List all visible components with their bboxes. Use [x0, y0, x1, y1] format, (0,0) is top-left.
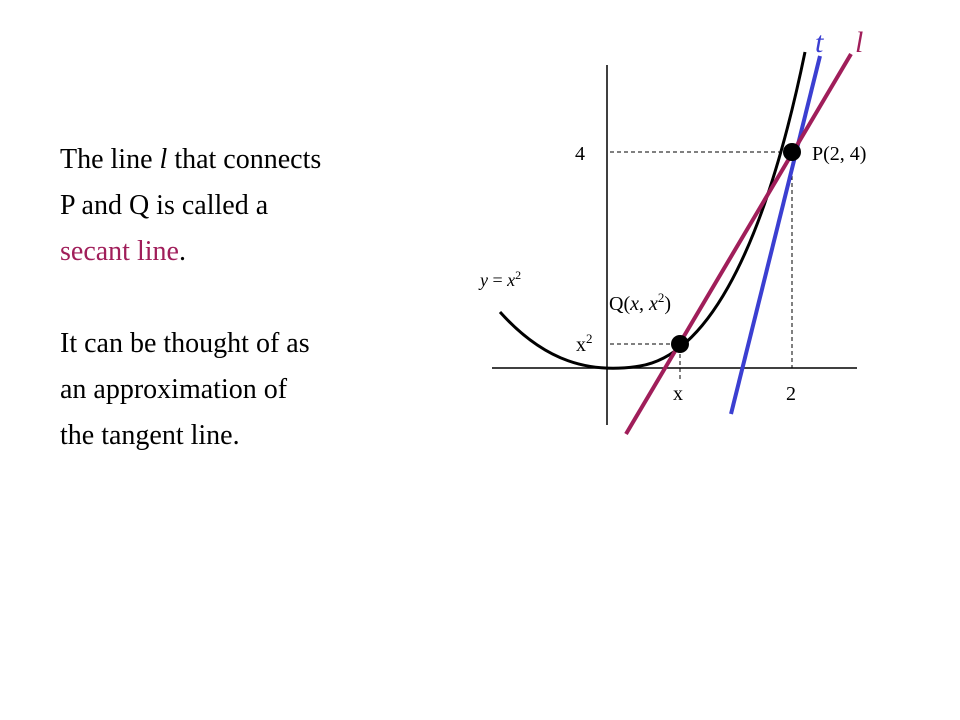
text-line-5: an approximation of	[60, 374, 288, 405]
tick-label-x-squared: $x^2$	[576, 331, 593, 356]
label-l: l	[855, 26, 864, 59]
text-line-3-period: .	[178, 236, 186, 267]
secant-line-term: secant line	[60, 236, 179, 267]
curve-equation-label: $y = x^2$	[480, 268, 522, 290]
text-line-6: the tangent line.	[60, 420, 240, 451]
point-P	[783, 143, 801, 161]
text-line-1-end: that connects	[167, 144, 322, 175]
text-line-2: P and Q is called a	[60, 190, 269, 221]
point-Q	[671, 335, 689, 353]
label-point-Q: Q(x, $x^2$)	[609, 290, 672, 315]
secant-line-name-l: l	[159, 144, 168, 175]
tick-label-4: 4	[575, 143, 585, 165]
label-t: t	[815, 26, 824, 59]
label-point-P: P(2, 4)	[812, 143, 867, 165]
tick-label-x: x	[673, 383, 683, 405]
text-line-1-start: The line	[60, 144, 160, 175]
text-line-4: It can be thought of as	[60, 328, 310, 359]
tick-label-2: 2	[786, 383, 796, 405]
